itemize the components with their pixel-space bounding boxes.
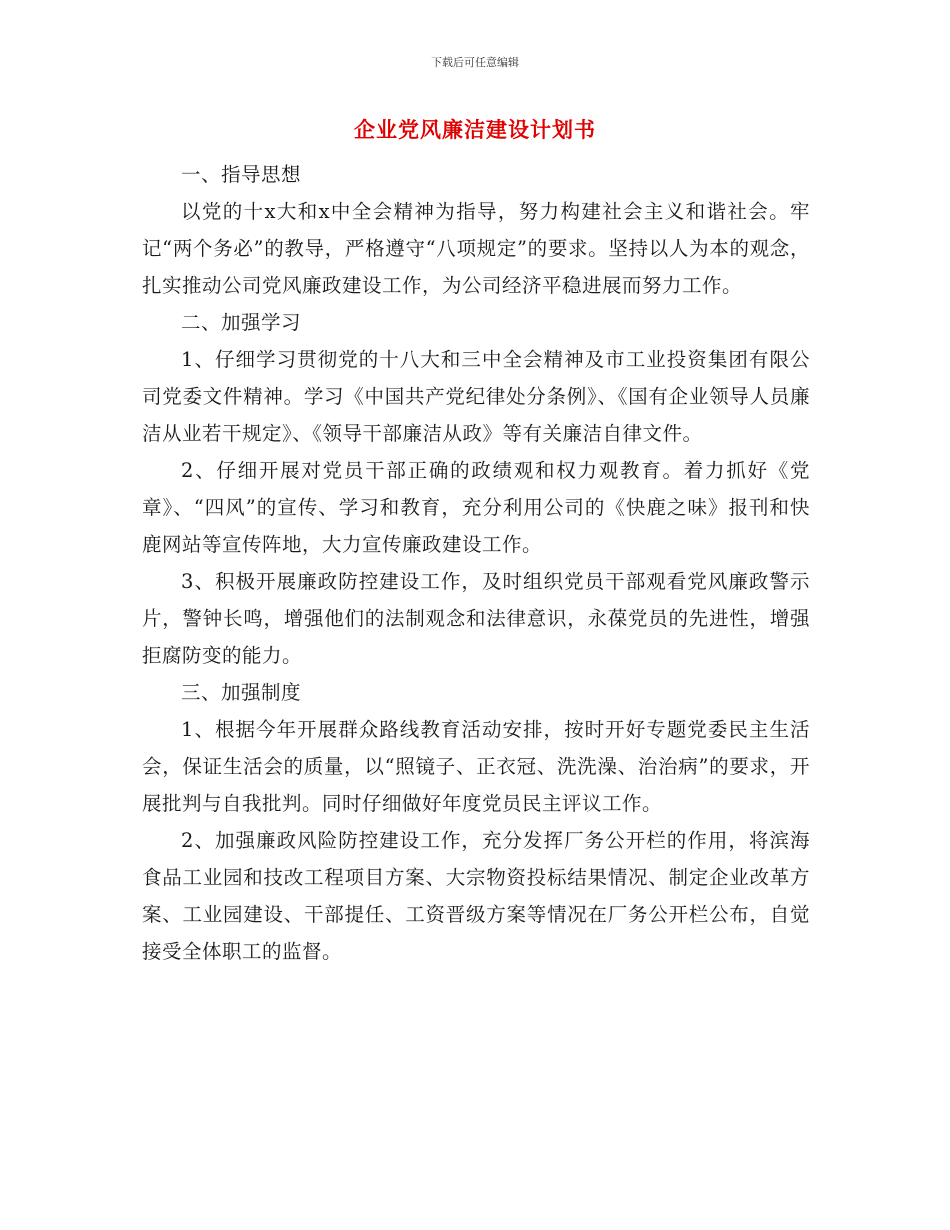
paragraph: 以党的十x大和x中全会精神为指导，努力构建社会主义和谐社会。牢记“两个务必”的教导，严格遵守“八项规定”的要求。坚持以人为本的观念，扎实推动公司党风廉政建设工作，为公司经济平稳进展而努力工作。: [142, 200, 810, 297]
section-heading-strengthen-system: 三、加强制度: [181, 681, 302, 704]
header-note: 下载后可任意编辑: [431, 56, 519, 69]
section-heading-guiding-ideology: 一、指导思想: [181, 163, 302, 186]
paragraph: 2、仔细开展对党员干部正确的政绩观和权力观教育。着力抓好《党章》、“四风”的宣传、学习和教育，充分利用公司的《快鹿之味》报刊和快鹿网站等宣传阵地，大力宣传廉政建设工作。: [142, 459, 810, 556]
document-body: [142, 156, 810, 970]
paragraph: 3、积极开展廉政防控建设工作，及时组织党员干部观看党风廉政警示片，警钟长鸣，增强他们的法制观念和法律意识，永葆党员的先进性，增强拒腐防变的能力。: [142, 570, 810, 667]
section-heading-strengthen-study: 二、加强学习: [181, 311, 302, 334]
paragraph: 2、加强廉政风险防控建设工作，充分发挥厂务公开栏的作用，将滨海食品工业园和技改工程项目方案、大宗物资投标结果情况、制定企业改革方案、工业园建设、干部提任、工资晋级方案等情况在厂务公开栏公布，自觉接受全体职工的监督。: [142, 829, 810, 963]
paragraph: 1、根据今年开展群众路线教育活动安排，按时开好专题党委民主生活会，保证生活会的质量，以“照镜子、正衣冠、洗洗澡、治治病”的要求，开展批判与自我批判。同时仔细做好年度党员民主评议工作。: [142, 718, 810, 815]
paragraph: 1、仔细学习贯彻党的十八大和三中全会精神及市工业投资集团有限公司党委文件精神。学习《中国共产党纪律处分条例》、《国有企业领导人员廉洁从业若干规定》、《领导干部廉洁从政》等有关廉洁自律文件。: [142, 348, 810, 445]
document-title: 企业党风廉洁建设计划书: [354, 117, 596, 142]
